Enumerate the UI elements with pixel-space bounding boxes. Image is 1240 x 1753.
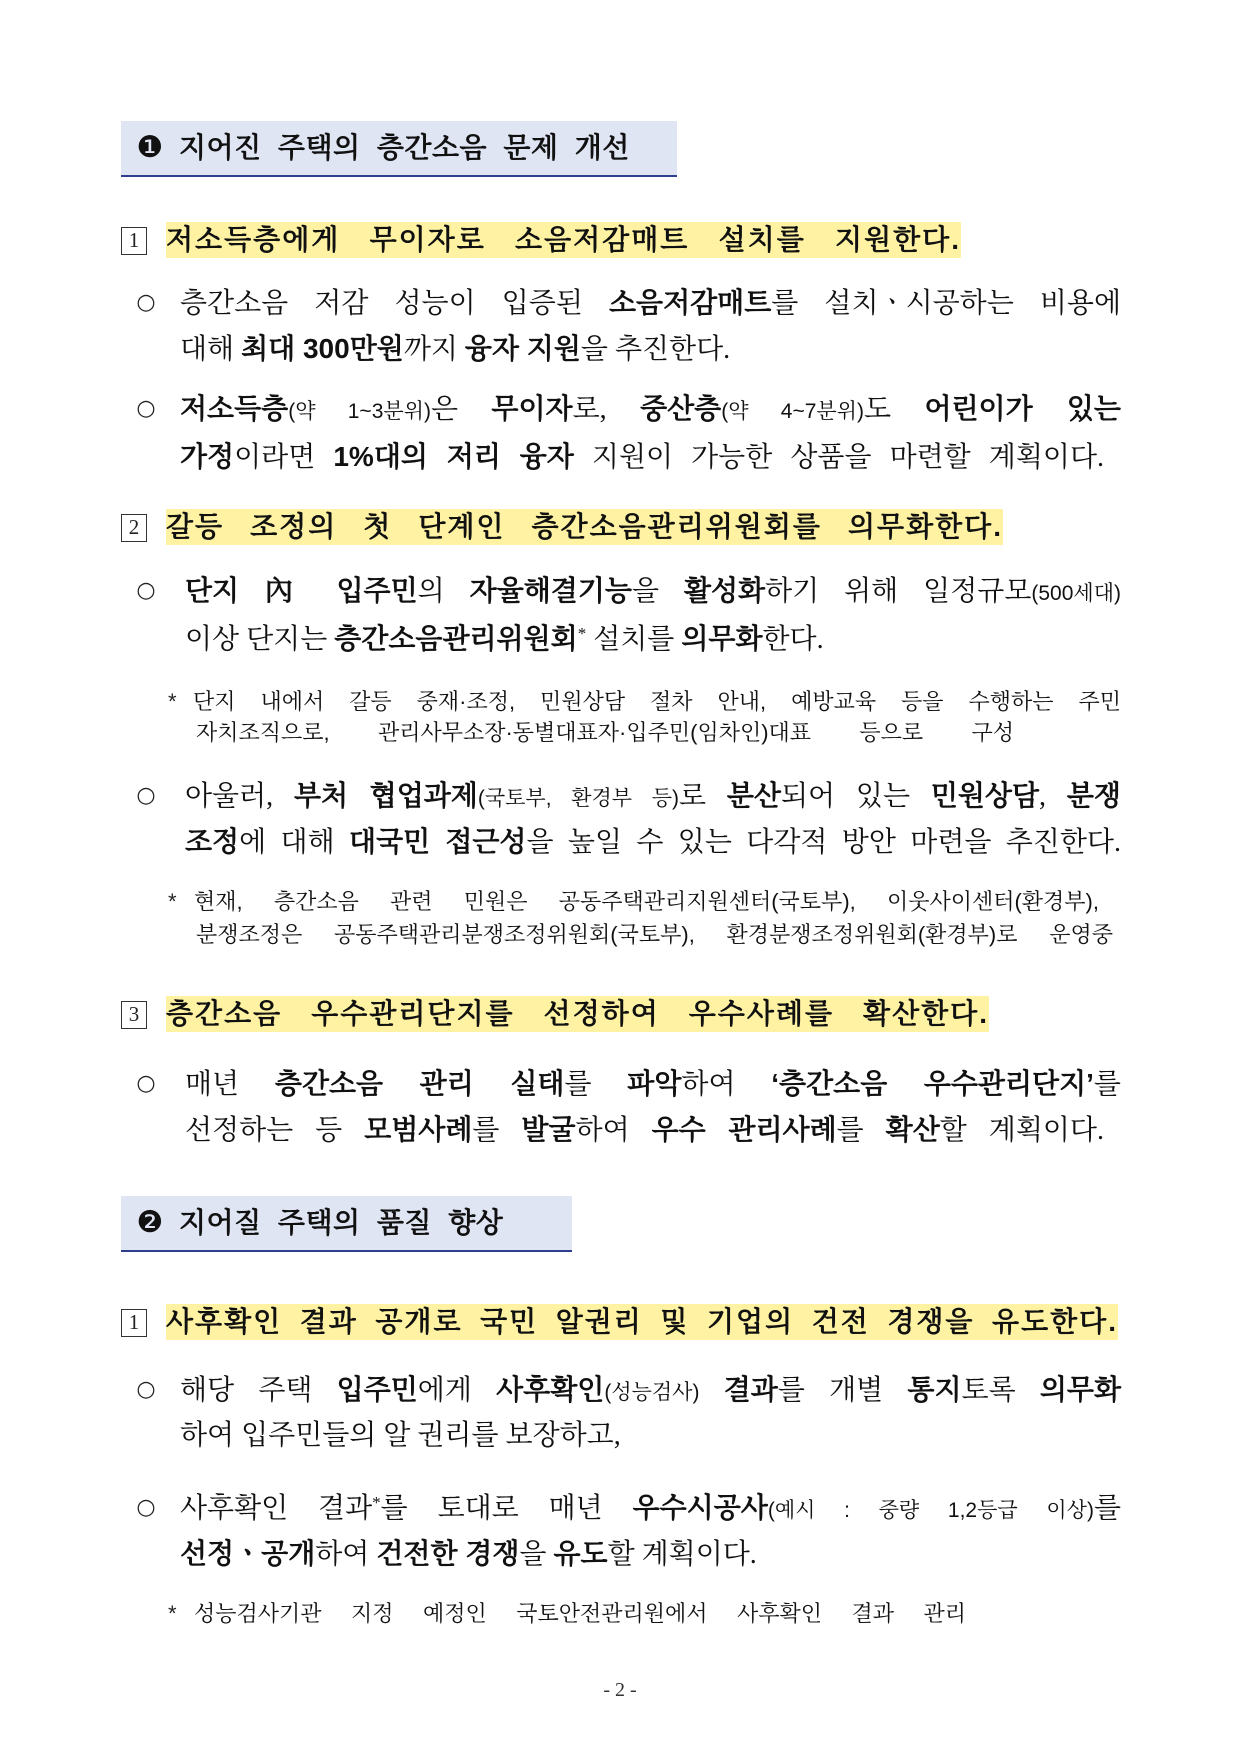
text-run: 을 추진한다. bbox=[580, 334, 731, 365]
bold-text-run: 1%대의 저리 융자 bbox=[333, 441, 574, 472]
small-text-run: (500세대) bbox=[1031, 582, 1121, 605]
footnote-reference: * bbox=[577, 624, 587, 643]
footnote-asterisk: * bbox=[168, 889, 177, 914]
body-line bbox=[180, 329, 1121, 369]
text-run: 을 bbox=[631, 576, 684, 607]
bold-text-run: 통지 bbox=[907, 1374, 962, 1405]
bold-text-run: 저소득층 bbox=[180, 393, 289, 424]
item-headline: 갈등 조정의 첫 단계인 층간소음관리위원회를 의무화한다. bbox=[166, 509, 1003, 545]
text-run: 까지 bbox=[403, 334, 465, 365]
text-run: 를 bbox=[1093, 1069, 1121, 1100]
body-line bbox=[180, 1488, 1121, 1528]
text-run: 은 bbox=[430, 394, 492, 425]
bold-text-run: 유도 bbox=[553, 1538, 608, 1569]
text-run: 로, bbox=[572, 394, 641, 425]
bullet-mark: ○ bbox=[136, 578, 156, 603]
bold-text-run: 민원상담 bbox=[930, 780, 1040, 811]
footnote-line bbox=[196, 718, 1014, 748]
bold-text-run: 활성화 bbox=[683, 575, 766, 606]
small-text-run: (예시 : 중량 1,2등급 이상) bbox=[767, 1499, 1094, 1522]
text-run: 아울러, bbox=[185, 781, 294, 812]
bold-text-run: 파악 bbox=[627, 1068, 682, 1099]
footnote-line bbox=[194, 1599, 966, 1629]
text-run: 지원이 가능한 상품을 마련할 계획이다. bbox=[573, 442, 1104, 473]
text-run: 를 개별 bbox=[777, 1375, 908, 1406]
bold-text-run: 층간소음 관리 실태 bbox=[274, 1068, 565, 1099]
bold-text-run: 사후확인 bbox=[496, 1374, 605, 1405]
text-run: 대해 bbox=[180, 334, 242, 365]
small-text-run: (약 1~3분위) bbox=[288, 400, 431, 423]
item-headline: 사후확인 결과 공개로 국민 알권리 및 기업의 건전 경쟁을 유도한다. bbox=[166, 1304, 1118, 1340]
section-number-marker: ❷ bbox=[136, 1205, 164, 1240]
text-run: , bbox=[1039, 781, 1067, 812]
text-run: 를 토대로 매년 bbox=[380, 1493, 633, 1524]
bold-text-run: 어린이가 있는 bbox=[924, 393, 1121, 424]
footnote-line bbox=[196, 920, 1113, 950]
bold-text-run: 선정ㆍ공개 bbox=[180, 1538, 316, 1569]
text-run: 하여 입주민들의 알 권리를 보장하고, bbox=[180, 1420, 621, 1451]
body-line bbox=[180, 1416, 1121, 1456]
text-run: 로 bbox=[679, 781, 727, 812]
text-run: 에 대해 bbox=[239, 827, 350, 858]
text-run: 단지 내에서 갈등 중재·조정, 민원상담 절차 안내, 예방교육 등을 수행하는 주민 bbox=[193, 689, 1121, 714]
small-text-run: (국토부, 환경부 등) bbox=[477, 787, 679, 810]
page-number: - 2 - bbox=[603, 1679, 637, 1701]
text-run: 하여 bbox=[575, 1115, 652, 1146]
bold-text-run: 층간소음관리위원회 bbox=[334, 623, 578, 654]
text-run: 를 bbox=[836, 1115, 886, 1146]
item-headline: 저소득층에게 무이자로 소음저감매트 설치를 지원한다. bbox=[166, 222, 961, 258]
text-run: 하기 위해 일정규모 bbox=[765, 576, 1032, 607]
bold-text-run: 융자 지원 bbox=[464, 333, 581, 364]
text-run: 을 bbox=[519, 1539, 554, 1570]
bold-text-run: 분쟁 bbox=[1066, 780, 1121, 811]
item-number-box: 2 bbox=[121, 514, 147, 542]
body-line bbox=[185, 822, 1121, 862]
bullet-mark: ○ bbox=[136, 1495, 156, 1520]
text-run: 이라면 bbox=[234, 442, 334, 473]
text-run: 설치를 bbox=[586, 624, 682, 655]
text-run: 할 계획이다. bbox=[939, 1115, 1104, 1146]
section-header bbox=[121, 1196, 572, 1252]
text-run bbox=[699, 1375, 723, 1406]
small-text-run: (약 4~7분위) bbox=[721, 400, 864, 423]
footnote-line bbox=[193, 687, 1121, 717]
body-line bbox=[180, 1534, 1121, 1574]
text-run: 를 bbox=[1093, 1493, 1122, 1524]
text-run: 사후확인 결과 bbox=[180, 1493, 373, 1524]
bold-text-run: 우수 관리사례 bbox=[651, 1114, 837, 1145]
bullet-mark: ○ bbox=[136, 396, 156, 421]
text-run: 토록 bbox=[961, 1375, 1040, 1406]
footnote-asterisk: * bbox=[168, 1601, 177, 1626]
body-line bbox=[185, 571, 1121, 611]
footnote-line bbox=[194, 887, 1099, 917]
text-run: 매년 bbox=[185, 1069, 275, 1100]
section-header bbox=[121, 121, 677, 177]
text-run: 를 bbox=[472, 1115, 522, 1146]
bold-text-run: 의무화 bbox=[681, 623, 763, 654]
bold-text-run: 가정 bbox=[180, 441, 235, 472]
body-line bbox=[180, 283, 1121, 323]
bold-text-run: 의무화 bbox=[1039, 1374, 1121, 1405]
bold-text-run: 조정 bbox=[185, 826, 240, 857]
text-run: 하여 bbox=[315, 1539, 377, 1570]
text-run: 에게 bbox=[417, 1375, 497, 1406]
body-line bbox=[180, 1370, 1121, 1410]
item-number-box: 1 bbox=[121, 1309, 147, 1337]
text-run: 을 높일 수 있는 다각적 방안 마련을 추진한다. bbox=[526, 827, 1121, 858]
footnote-asterisk: * bbox=[168, 689, 177, 714]
text-run: 를 설치ㆍ시공하는 비용에 bbox=[771, 288, 1122, 319]
bold-text-run: 결과 bbox=[723, 1374, 778, 1405]
text-run: 를 bbox=[564, 1069, 628, 1100]
bold-text-run: 소음저감매트 bbox=[608, 287, 772, 318]
text-run: 도 bbox=[863, 394, 925, 425]
body-line bbox=[185, 776, 1121, 816]
text-run: 이상 단지는 bbox=[185, 624, 335, 655]
section-title: 지어진 주택의 층간소음 문제 개선 bbox=[179, 132, 630, 163]
item-number-box: 3 bbox=[121, 1001, 147, 1029]
text-run: 한다. bbox=[762, 624, 824, 655]
bold-text-run: 우수시공사 bbox=[632, 1492, 768, 1523]
text-run: 할 계획이다. bbox=[607, 1539, 757, 1570]
item-headline: 층간소음 우수관리단지를 선정하여 우수사례를 확산한다. bbox=[166, 996, 989, 1032]
text-run: 성능검사기관 지정 예정인 국토안전관리원에서 사후확인 결과 관리 bbox=[194, 1601, 966, 1626]
section-title: 지어질 주택의 품질 향상 bbox=[179, 1207, 504, 1238]
section-number-marker: ❶ bbox=[136, 130, 164, 165]
text-run: 해당 주택 bbox=[180, 1375, 337, 1406]
bold-text-run: 무이자 bbox=[491, 393, 573, 424]
body-line bbox=[180, 389, 1121, 429]
text-run: 자치조직으로, 관리사무소장·동별대표자·입주민(임차인)대표 등으로 구성 bbox=[196, 720, 1014, 745]
bold-text-run: 모범사례 bbox=[364, 1114, 473, 1145]
bold-text-run: 확산 bbox=[885, 1114, 940, 1145]
body-line bbox=[185, 1110, 1104, 1150]
bold-text-run: 분산 bbox=[726, 780, 781, 811]
bold-text-run: 발굴 bbox=[521, 1114, 576, 1145]
bullet-mark: ○ bbox=[136, 783, 156, 808]
bold-text-run: 중산층 bbox=[640, 393, 722, 424]
bullet-mark: ○ bbox=[136, 290, 156, 315]
bullet-mark: ○ bbox=[136, 1071, 156, 1096]
item-number-box: 1 bbox=[121, 227, 147, 255]
text-run: 되어 있는 bbox=[780, 781, 931, 812]
text-run: 의 bbox=[417, 576, 470, 607]
text-run: 층간소음 저감 성능이 입증된 bbox=[180, 288, 609, 319]
text-run: 선정하는 등 bbox=[185, 1115, 365, 1146]
bold-text-run: 단지 內 입주민 bbox=[185, 575, 418, 606]
bold-text-run: 대국민 접근성 bbox=[349, 826, 527, 857]
text-run: 현재, 층간소음 관련 민원은 공동주택관리지원센터(국토부), 이웃사이센터(환경부), bbox=[194, 889, 1099, 914]
body-line bbox=[185, 619, 1121, 659]
bullet-mark: ○ bbox=[136, 1377, 156, 1402]
body-line bbox=[185, 1064, 1121, 1104]
text-run: 하여 bbox=[681, 1069, 772, 1100]
footnote-reference: * bbox=[372, 1493, 381, 1512]
bold-text-run: 자율해결기능 bbox=[469, 575, 632, 606]
bold-text-run: 최대 300만원 bbox=[241, 333, 404, 364]
small-text-run: (성능검사) bbox=[604, 1381, 700, 1404]
text-run: 분쟁조정은 공동주택관리분쟁조정위원회(국토부), 환경분쟁조정위원회(환경부)로 운영중 bbox=[196, 922, 1113, 947]
bold-text-run: 건전한 경쟁 bbox=[376, 1538, 520, 1569]
bold-text-run: ‘층간소음 우수관리단지’ bbox=[771, 1068, 1094, 1099]
bold-text-run: 부처 협업과제 bbox=[293, 780, 478, 811]
bold-text-run: 입주민 bbox=[336, 1374, 418, 1405]
body-line bbox=[180, 437, 1104, 477]
